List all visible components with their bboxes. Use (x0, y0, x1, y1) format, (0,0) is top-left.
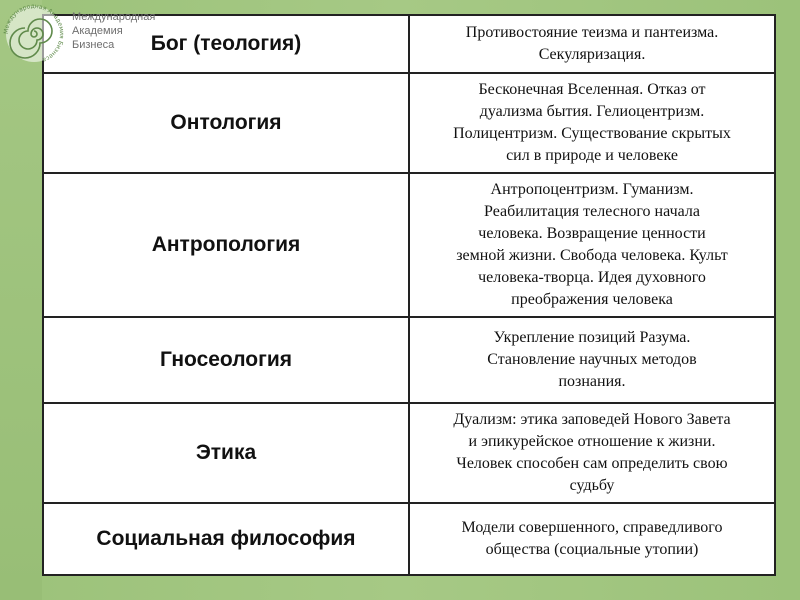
description-line: и эпикурейское отношение к жизни. (468, 433, 716, 450)
logo-text-line: Бизнеса (72, 39, 115, 51)
spiral-logo-icon (2, 2, 66, 66)
topic-cell: Социальная философия (43, 503, 409, 575)
description-line: человека-творца. Идея духовного (478, 269, 706, 286)
description-line: Дуализм: этика заповедей Нового Завета (453, 411, 731, 428)
description-line: Модели совершенного, справедливого (461, 519, 723, 536)
description-line: сил в природе и человеке (506, 147, 678, 164)
description-line: Реабилитация телесного начала (484, 203, 700, 220)
description-cell (409, 15, 775, 73)
description-cell (409, 503, 775, 575)
description-line: познания. (558, 373, 626, 390)
academy-logo (2, 2, 172, 62)
table-row (43, 73, 775, 173)
table-row (43, 173, 775, 317)
description-line: преображения человека (511, 291, 673, 308)
topic-cell: Этика (43, 403, 409, 503)
description-cell (409, 317, 775, 403)
description-line: Укрепление позиций Разума. (493, 329, 691, 346)
description-line: Секуляризация. (538, 46, 646, 63)
topic-cell: Гносеология (43, 317, 409, 403)
description-line: Бесконечная Вселенная. Отказ от (478, 81, 706, 98)
table-row (43, 403, 775, 503)
logo-ring-text: Международная Академия Бизнеса (2, 2, 66, 64)
description-line: Полицентризм. Существование скрытых (453, 125, 731, 142)
description-line: Антропоцентризм. Гуманизм. (490, 181, 694, 198)
description-line: человека. Возвращение ценности (478, 225, 706, 242)
description-line: дуализма бытия. Гелиоцентризм. (479, 103, 705, 120)
description-cell (409, 403, 775, 503)
table-row (43, 317, 775, 403)
logo-text-line: Академия (72, 25, 123, 37)
philosophy-table (42, 14, 776, 576)
left-decor-strip (0, 0, 42, 600)
description-line: судьбу (569, 477, 615, 494)
description-cell (409, 173, 775, 317)
description-line: общества (социальные утопии) (485, 541, 699, 558)
description-line: Становление научных методов (487, 351, 697, 368)
topic-cell: Бог (теология) (43, 15, 409, 73)
table-row (43, 503, 775, 575)
description-line: Противостояние теизма и пантеизма. (465, 24, 719, 41)
description-cell (409, 73, 775, 173)
logo-text-line: Международная (72, 11, 156, 23)
description-line: земной жизни. Свобода человека. Культ (456, 247, 728, 264)
logo-text (72, 10, 155, 52)
topic-cell: Антропология (43, 173, 409, 317)
description-line: Человек способен сам определить свою (456, 455, 728, 472)
topic-cell: Онтология (43, 73, 409, 173)
